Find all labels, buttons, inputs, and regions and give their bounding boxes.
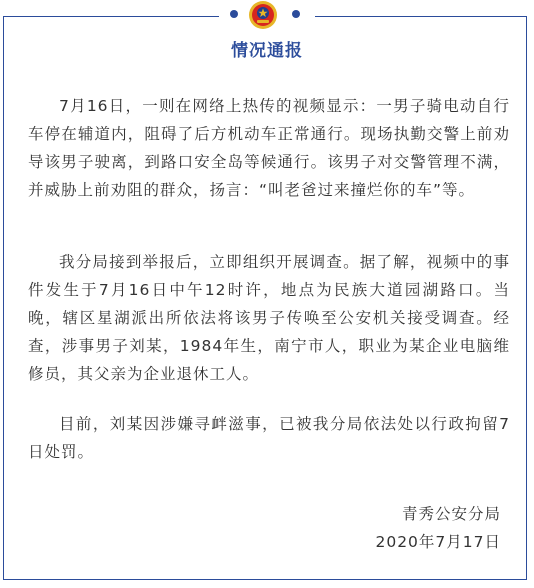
paragraph-3: 目前，刘某因涉嫌寻衅滋事，已被我分局依法处以行政拘留7日处罚。: [28, 415, 510, 461]
decorative-dot-left: [230, 10, 238, 18]
paragraph-2: 我分局接到举报后，立即组织开展调查。据了解，视频中的事件发生于7月16日中午12时许，地点为民族大道园湖路口。当晚，辖区星湖派出所依法将该男子传唤至公安机关接受调查。经查，涉事男子刘某，1984年生，南宁市人，职业为某企业电脑维修员，其父亲为企业退休工人。: [28, 253, 510, 383]
police-emblem-icon: [248, 0, 278, 30]
signature-block: [375, 500, 501, 556]
issuer-name: 青秀公安分局: [401, 505, 501, 523]
decorative-dot-right: [292, 10, 300, 18]
issue-date: 2020年7月17日: [375, 533, 501, 551]
paragraph-1: 7月16日，一则在网络上热传的视频显示：一男子骑电动自行车停在辅道内，阻碍了后方机动车正常通行。现场执勤交警上前劝导该男子驶离，到路口安全岛等候通行。该男子对交警管理不满，并威胁上前劝阻的群众，扬言：“叫老爸过来撞烂你的车”等。: [28, 97, 510, 199]
notice-title: 情况通报: [231, 41, 303, 61]
